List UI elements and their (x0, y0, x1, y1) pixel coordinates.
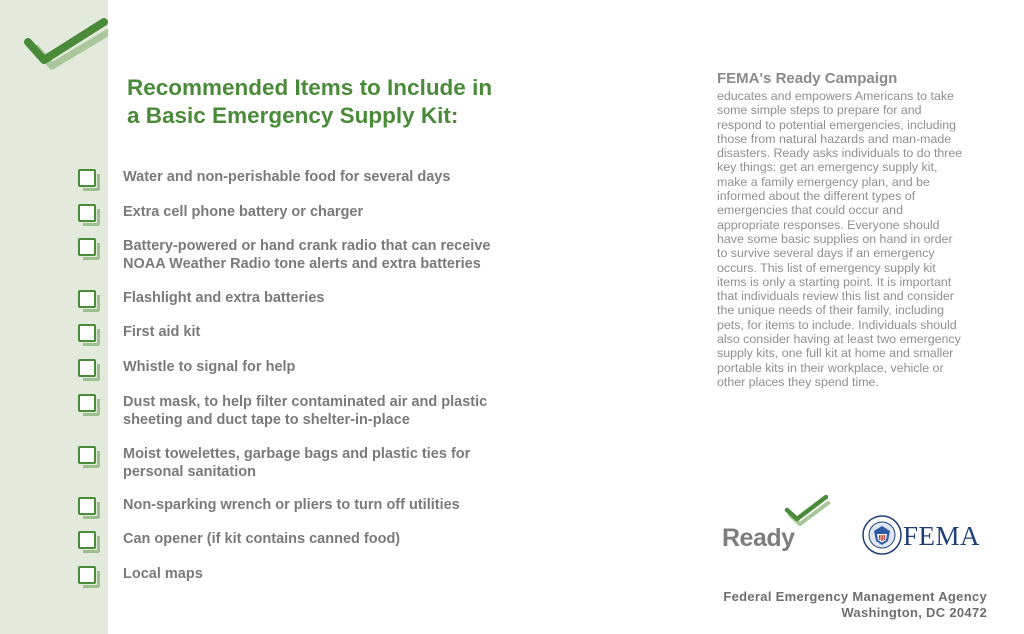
checklist-item (78, 566, 598, 606)
checklist-item (78, 531, 598, 571)
title-line-1: Recommended Items to Include in (127, 75, 493, 100)
checklist-item-text: First aid kit (123, 324, 201, 340)
checklist-item (78, 238, 598, 278)
checkbox-icon[interactable] (78, 238, 96, 256)
checklist-item-text: Local maps (123, 566, 203, 582)
checkbox-icon[interactable] (78, 446, 96, 464)
checklist-item (78, 394, 598, 434)
footer-agency-name: Federal Emergency Management Agency (723, 589, 987, 604)
checklist-item-text: Can opener (if kit contains canned food) (123, 531, 401, 547)
checkmark-icon (24, 16, 108, 72)
checklist-item (78, 169, 598, 209)
ready-logo (722, 494, 832, 556)
footer-address: Washington, DC 20472 (841, 605, 987, 620)
fema-logo-text: FEMA (903, 521, 981, 551)
checklist-item-text: Dust mask, to help filter contaminated air and plastic sheeting and duct tape to shelter-in-place (123, 394, 488, 428)
checklist-item-text: Moist towelettes, garbage bags and plastic ties for personal sanitation (123, 446, 471, 480)
ready-checkmark-icon (784, 494, 830, 526)
ready-logo-text: Ready (722, 524, 795, 552)
checkbox-icon[interactable] (78, 169, 96, 187)
checklist-item-text: Extra cell phone battery or charger (123, 204, 364, 220)
checkbox-icon[interactable] (78, 204, 96, 222)
dhs-seal-icon (862, 515, 902, 555)
title-line-2: a Basic Emergency Supply Kit: (127, 103, 459, 128)
checkbox-icon[interactable] (78, 497, 96, 515)
checkbox-icon[interactable] (78, 359, 96, 377)
checklist-item (78, 324, 598, 364)
checklist-item (78, 359, 598, 399)
checkbox-icon[interactable] (78, 324, 96, 342)
checklist-item (78, 446, 598, 486)
campaign-description: educates and empowers Americans to take some simple steps to prepare for and respond to potential emergencies, including those from natural hazards and man-made disasters. Ready asks individuals to do three key things: get an emergency supply kit, make a family emergency plan, and be informed about the different types of emergencies that could occur and appropriate responses. Everyone should have some basic supplies on hand in order to survive several days if an emergency occurs. This list of emergency supply kit items is only a starting point. It is important that individuals review this list and consider the unique needs of their family, including pets, for items to include. Individuals should also consider having at least two emergency supply kits, one full kit at home and smaller portable kits in their workplace, vehicle or other places they spend time. (717, 89, 963, 389)
page-title (127, 74, 492, 130)
checklist-item-text: Non-sparking wrench or pliers to turn off utilities (123, 497, 460, 513)
checkbox-icon[interactable] (78, 566, 96, 584)
checklist-item-text: Water and non-perishable food for several days (123, 169, 451, 185)
checkbox-icon[interactable] (78, 290, 96, 308)
checklist-item-text: Whistle to signal for help (123, 359, 296, 375)
campaign-title: FEMA's Ready Campaign (717, 70, 898, 87)
checkbox-icon[interactable] (78, 531, 96, 549)
checkbox-icon[interactable] (78, 394, 96, 412)
checklist-item-text: Battery-powered or hand crank radio that can receive NOAA Weather Radio tone alerts and extra batteries (123, 238, 491, 272)
checklist-item-text: Flashlight and extra batteries (123, 290, 325, 306)
